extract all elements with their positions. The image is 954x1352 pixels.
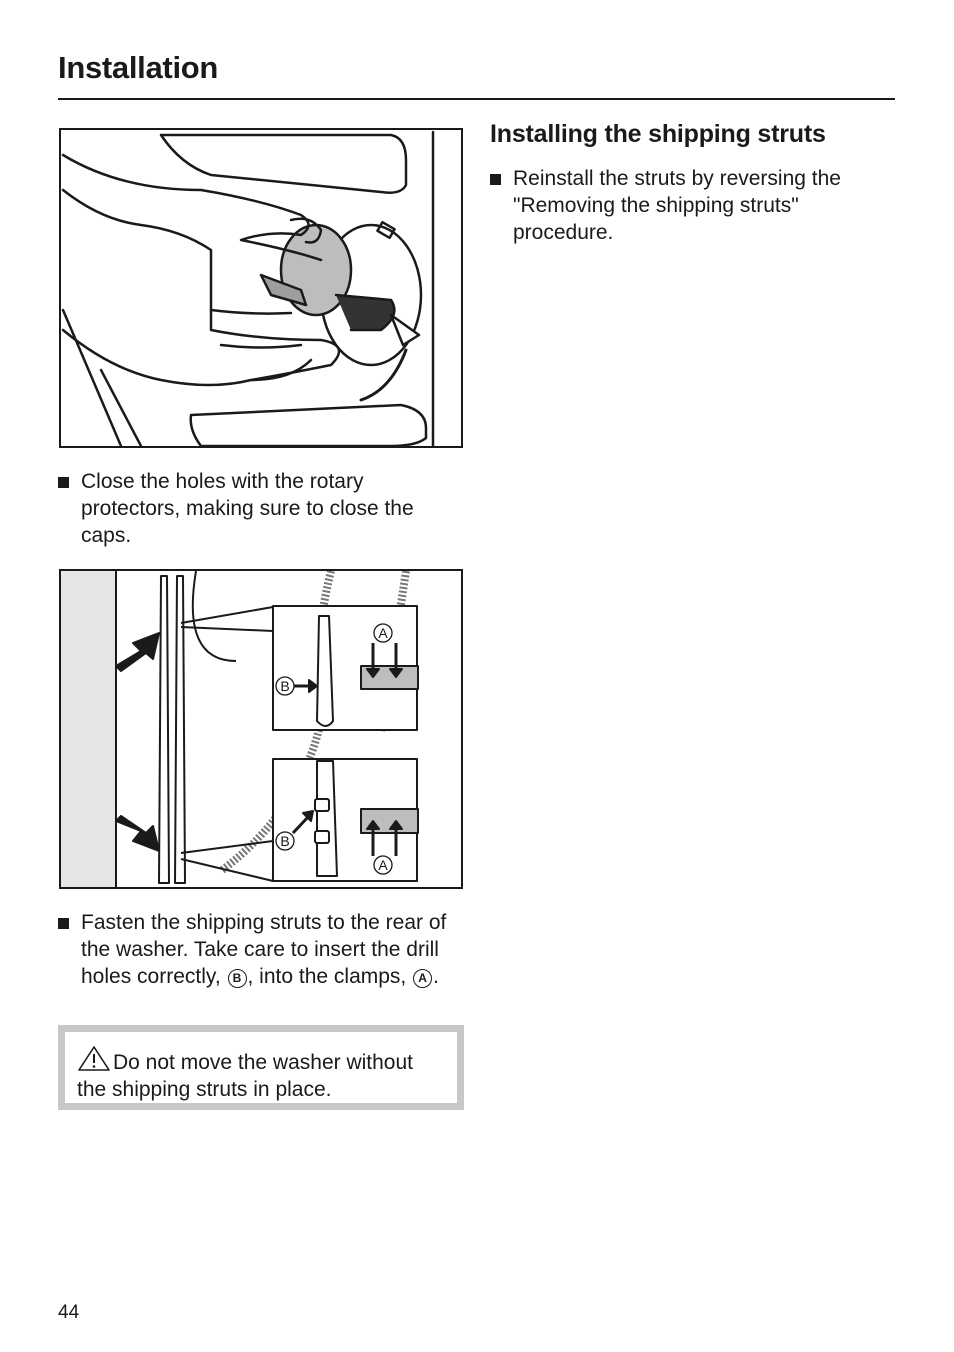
label-b-top: B [280,678,290,694]
fasten-text-before: Fasten the shipping struts to the rear of the washer. Take care to insert the drill holes correctly, [81,911,447,988]
warning-box-inner [65,1032,457,1103]
rotary-protector-drawing [61,130,461,446]
rotary-protector-illustration [59,128,463,448]
ref-b-badge: B [228,969,247,988]
shipping-struts-illustration [59,569,463,889]
warning-text: Do not move the washer without the shipping struts in place. [77,1051,413,1101]
fasten-text-after: . [433,965,439,988]
page-number: 44 [58,1302,80,1323]
ref-a-badge: A [413,969,432,988]
label-b-bottom: B [280,833,290,849]
step-reinstall-text: Reinstall the struts by reversing the "Removing the shipping struts" procedure. [513,167,841,244]
step-fasten-struts-text [81,909,463,990]
title-rule [58,98,895,100]
bullet-square-icon [58,477,69,488]
bullet-square-icon [490,174,501,185]
bullet-square-icon [58,918,69,929]
label-a-bottom: A [378,857,388,873]
fasten-text-middle: , into the clamps, [247,965,407,988]
warning-icon [77,1045,111,1072]
shipping-struts-drawing [61,571,461,887]
warning-box [58,1025,464,1110]
step-close-holes-text: Close the holes with the rotary protectors, making sure to close the caps. [81,470,414,547]
section-heading: Installing the shipping struts [490,120,826,148]
label-a-top: A [378,625,388,641]
page-title: Installation [58,50,219,85]
